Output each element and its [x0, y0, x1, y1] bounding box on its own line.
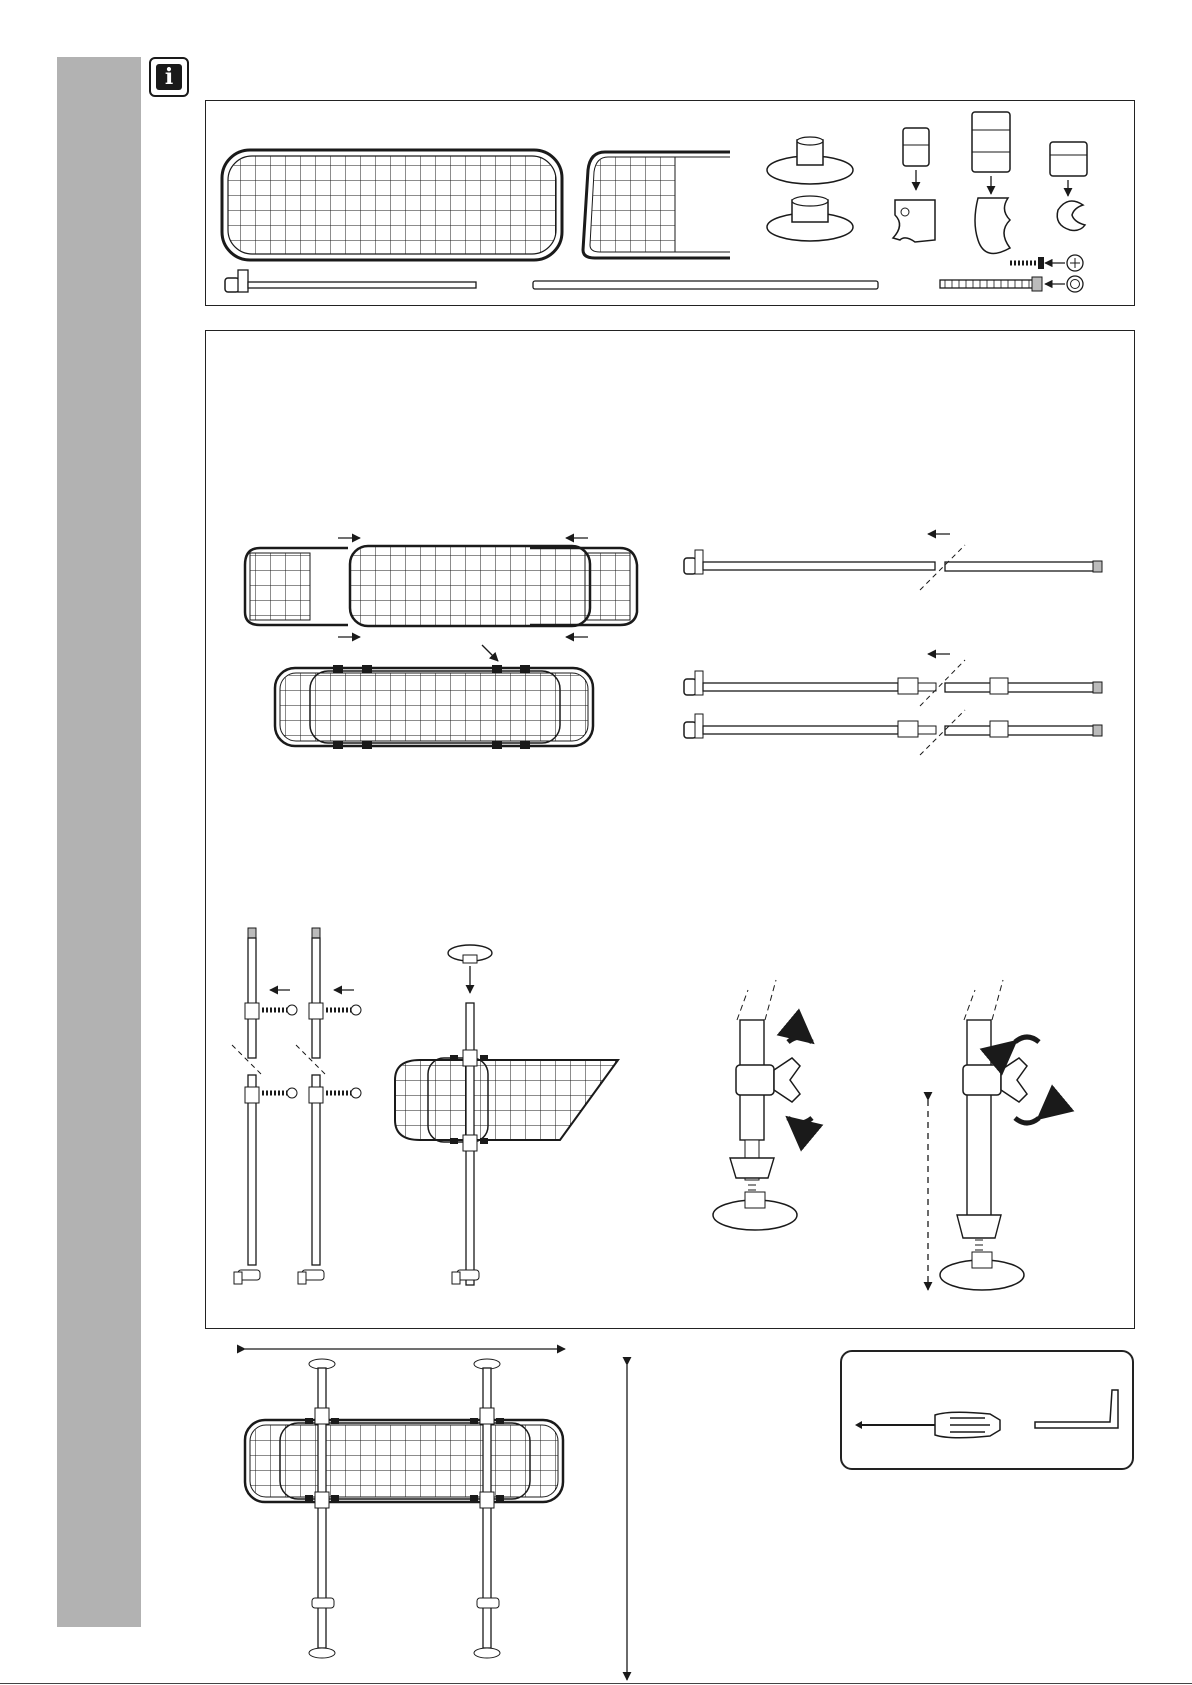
step-rod-assembly	[684, 534, 1102, 755]
telescopic-rods	[225, 270, 878, 292]
assembled-post-right	[470, 1359, 504, 1658]
assembled-guard	[245, 1349, 627, 1680]
clamp-parts	[893, 112, 1087, 253]
step-post-on-mesh	[395, 945, 618, 1285]
allen-key-icon	[1035, 1390, 1118, 1428]
footer-rule	[0, 1683, 1192, 1684]
large-mesh-panel	[222, 150, 562, 260]
step-vertical-posts	[232, 928, 361, 1284]
side-mesh-panel	[583, 152, 730, 258]
phillips-screwdriver-icon	[855, 1412, 1000, 1438]
assembled-post-left	[305, 1359, 339, 1658]
step-tightening-detail	[713, 980, 1039, 1290]
screws-and-washers	[940, 255, 1083, 292]
info-letter: i	[156, 64, 182, 90]
suction-cups	[767, 137, 853, 241]
step-mesh-assembly	[245, 538, 637, 749]
